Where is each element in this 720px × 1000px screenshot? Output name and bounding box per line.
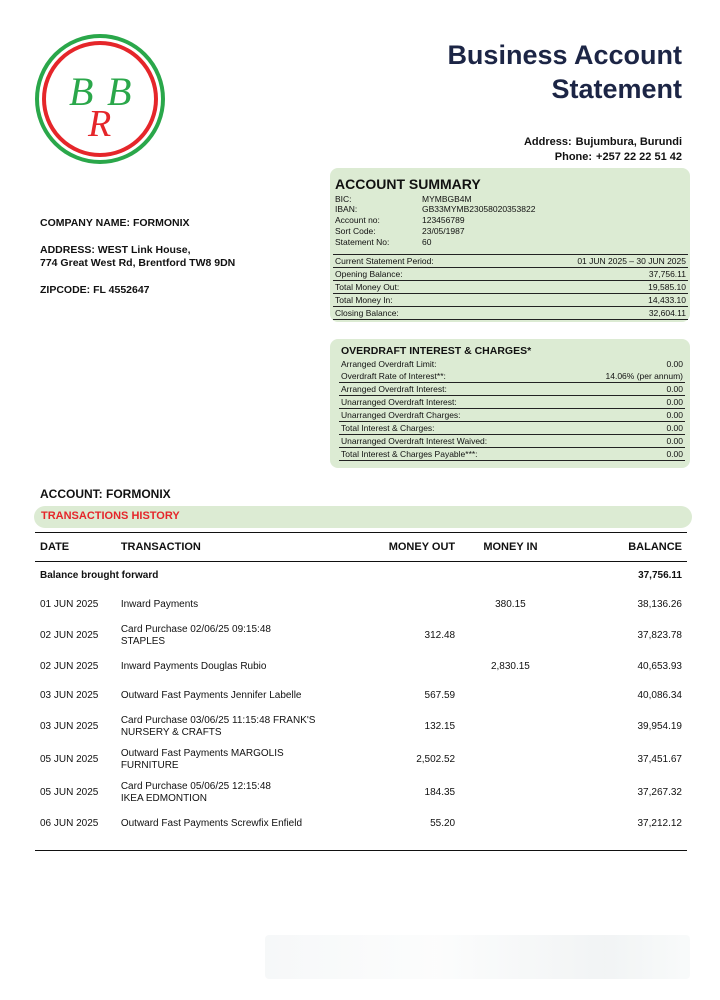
overdraft-row-label: Unarranged Overdraft Charges: bbox=[339, 409, 563, 422]
zipcode-label: ZIPCODE: bbox=[40, 284, 91, 296]
overdraft-row-label: Total Interest & Charges Payable***: bbox=[339, 448, 563, 461]
tx-money-out: 2,502.52 bbox=[416, 753, 456, 765]
overdraft-row bbox=[339, 370, 685, 383]
overdraft-title: OVERDRAFT INTEREST & CHARGES* bbox=[341, 345, 532, 357]
transactions-table bbox=[35, 532, 687, 851]
statement-title bbox=[382, 38, 682, 106]
tx-money-out: 567.59 bbox=[424, 689, 456, 701]
summary-row-value: 14,433.10 bbox=[502, 294, 688, 307]
summary-table bbox=[333, 254, 688, 320]
address-label: Address: bbox=[523, 136, 572, 148]
company-name-label: COMPANY NAME: bbox=[40, 217, 131, 229]
overdraft-table bbox=[339, 358, 685, 461]
svg-text:B: B bbox=[69, 69, 94, 114]
summary-row-value: 37,756.11 bbox=[502, 268, 688, 281]
summary-row-value: 19,585.10 bbox=[502, 281, 688, 294]
summary-detail bbox=[335, 216, 465, 225]
tx-money-out bbox=[354, 590, 460, 619]
summary-detail bbox=[335, 205, 535, 214]
tx-money-out: 55.20 bbox=[430, 817, 456, 829]
overdraft-row bbox=[339, 358, 685, 370]
overdraft-row-value: 0.00 bbox=[563, 422, 685, 435]
detail-label: Account no: bbox=[335, 215, 380, 225]
tx-date: 05 JUN 2025 bbox=[40, 786, 99, 798]
overdraft-row bbox=[339, 396, 685, 409]
tx-money-out: 312.48 bbox=[424, 629, 456, 641]
overdraft-row-label: Overdraft Rate of Interest**: bbox=[341, 371, 446, 381]
tx-balance: 37,267.32 bbox=[637, 786, 682, 798]
tx-money-in bbox=[460, 681, 561, 710]
brought-forward-row bbox=[35, 562, 687, 591]
overdraft-row-label: Arranged Overdraft Interest: bbox=[339, 383, 563, 396]
overdraft-row bbox=[339, 383, 685, 396]
overdraft-row-value: 0.00 bbox=[563, 409, 685, 422]
detail-value: 123456789 bbox=[422, 215, 465, 225]
overdraft-row bbox=[339, 448, 685, 461]
table-row bbox=[35, 710, 687, 743]
overdraft-row-value: 0.00 bbox=[563, 435, 685, 448]
detail-value: 23/05/1987 bbox=[422, 226, 465, 236]
tx-date: 03 JUN 2025 bbox=[40, 720, 99, 732]
column-header-money-out: MONEY OUT bbox=[354, 533, 460, 562]
summary-detail bbox=[335, 227, 465, 236]
svg-text:R: R bbox=[88, 103, 112, 145]
account-summary-title: ACCOUNT SUMMARY bbox=[335, 176, 481, 192]
company-address-line-2: 774 Great West Rd, Brentford TW8 9DN bbox=[40, 257, 236, 269]
overdraft-row-label: Unarranged Overdraft Interest: bbox=[339, 396, 563, 409]
tx-balance: 38,136.26 bbox=[637, 598, 682, 610]
detail-label: IBAN: bbox=[335, 204, 358, 214]
tx-date: 02 JUN 2025 bbox=[40, 660, 99, 672]
tx-description-line-2: IKEA EDMONTION bbox=[120, 792, 207, 804]
table-row bbox=[35, 809, 687, 838]
summary-row-value: 01 JUN 2025 – 30 JUN 2025 bbox=[502, 255, 688, 268]
tx-date: 05 JUN 2025 bbox=[40, 753, 99, 765]
tx-description-line-2: NURSERY & CRAFTS bbox=[120, 726, 222, 738]
overdraft-row-label: Total Interest & Charges: bbox=[339, 422, 563, 435]
summary-row bbox=[333, 255, 688, 268]
tx-balance: 40,653.93 bbox=[637, 660, 682, 672]
summary-detail bbox=[335, 195, 472, 204]
table-row bbox=[35, 652, 687, 681]
account-summary-panel bbox=[330, 168, 690, 322]
brought-forward-label: Balance brought forward bbox=[40, 570, 159, 581]
title-line-2: Statement bbox=[551, 74, 682, 104]
company-address-label: ADDRESS: bbox=[40, 244, 95, 256]
overdraft-row-value: 0.00 bbox=[563, 396, 685, 409]
company-name-value: FORMONIX bbox=[132, 217, 190, 229]
overdraft-row-value: 14.06% (per annum) bbox=[605, 371, 683, 381]
summary-row-label: Total Money Out: bbox=[333, 281, 502, 294]
summary-detail bbox=[335, 238, 431, 247]
overdraft-row bbox=[339, 422, 685, 435]
detail-label: Statement No: bbox=[335, 237, 390, 247]
company-address-line-1: WEST Link House, bbox=[97, 244, 191, 256]
tx-description: Card Purchase 03/06/25 11:15:48 FRANK'S bbox=[120, 714, 316, 726]
detail-value: MYMBGB4M bbox=[422, 194, 472, 204]
detail-value: 60 bbox=[422, 237, 432, 247]
tx-money-in bbox=[460, 619, 561, 652]
table-row bbox=[35, 681, 687, 710]
overdraft-row-label: Unarranged Overdraft Interest Waived: bbox=[339, 435, 563, 448]
transactions-history-title: TRANSACTIONS HISTORY bbox=[41, 510, 180, 522]
column-header-balance: BALANCE bbox=[561, 533, 687, 562]
overdraft-row-value: 0.00 bbox=[666, 359, 683, 369]
company-info bbox=[40, 217, 300, 311]
brought-forward-balance: 37,756.11 bbox=[638, 570, 682, 581]
bank-logo bbox=[34, 33, 166, 165]
tx-money-out: 132.15 bbox=[424, 720, 456, 732]
summary-row-label: Current Statement Period: bbox=[333, 255, 502, 268]
tx-money-in: 380.15 bbox=[495, 598, 526, 610]
tx-date: 02 JUN 2025 bbox=[40, 629, 99, 641]
phone-label: Phone: bbox=[554, 151, 593, 163]
table-spacer bbox=[35, 838, 687, 851]
tx-money-in bbox=[460, 776, 561, 809]
summary-row bbox=[333, 307, 688, 320]
tx-description-line-2: STAPLES bbox=[120, 635, 166, 647]
tx-date: 06 JUN 2025 bbox=[40, 817, 99, 829]
summary-row-value: 32,604.11 bbox=[502, 307, 688, 320]
tx-date: 01 JUN 2025 bbox=[40, 598, 99, 610]
zipcode-value: FL 4552647 bbox=[93, 284, 150, 296]
bank-contact bbox=[524, 135, 682, 165]
tx-description-line-2: FURNITURE bbox=[120, 759, 179, 771]
tx-money-in bbox=[460, 710, 561, 743]
detail-value: GB33MYMB23058020353822 bbox=[422, 204, 536, 214]
tx-description: Card Purchase 02/06/25 09:15:48 bbox=[120, 623, 271, 635]
summary-row bbox=[333, 268, 688, 281]
tx-description: Outward Fast Payments Jennifer Labelle bbox=[120, 689, 302, 701]
summary-row bbox=[333, 281, 688, 294]
table-row bbox=[35, 776, 687, 809]
overdraft-row bbox=[339, 409, 685, 422]
tx-date: 03 JUN 2025 bbox=[40, 689, 99, 701]
svg-text:B: B bbox=[107, 69, 132, 114]
tx-description: Card Purchase 05/06/25 12:15:48 bbox=[120, 780, 271, 792]
tx-money-out: 184.35 bbox=[424, 786, 456, 798]
tx-money-out bbox=[354, 652, 460, 681]
overdraft-row-value: 0.00 bbox=[563, 383, 685, 396]
tx-balance: 39,954.19 bbox=[637, 720, 682, 732]
table-row bbox=[35, 590, 687, 619]
detail-label: BIC: bbox=[335, 194, 352, 204]
summary-row bbox=[333, 294, 688, 307]
faded-watermark bbox=[265, 935, 690, 979]
title-line-1: Business Account bbox=[447, 40, 682, 70]
tx-money-in: 2,830.15 bbox=[490, 660, 530, 672]
column-header-transaction: TRANSACTION bbox=[116, 533, 354, 562]
tx-balance: 37,451.67 bbox=[637, 753, 682, 765]
overdraft-row bbox=[339, 435, 685, 448]
tx-description: Inward Payments bbox=[120, 598, 199, 610]
tx-balance: 37,212.12 bbox=[637, 817, 682, 829]
tx-money-in bbox=[460, 809, 561, 838]
tx-balance: 37,823.78 bbox=[637, 629, 682, 641]
tx-description: Inward Payments Douglas Rubio bbox=[120, 660, 267, 672]
tx-description: Outward Fast Payments Screwfix Enfield bbox=[120, 817, 303, 829]
tx-money-in bbox=[460, 743, 561, 776]
summary-row-label: Closing Balance: bbox=[333, 307, 502, 320]
detail-label: Sort Code: bbox=[335, 226, 376, 236]
account-label: ACCOUNT: FORMONIX bbox=[40, 487, 171, 501]
address-value: Bujumbura, Burundi bbox=[575, 136, 682, 148]
overdraft-row-label: Arranged Overdraft Limit: bbox=[341, 359, 437, 369]
tx-balance: 40,086.34 bbox=[637, 689, 682, 701]
summary-row-label: Total Money In: bbox=[333, 294, 502, 307]
transactions-header-row bbox=[35, 533, 687, 562]
table-row bbox=[35, 619, 687, 652]
phone-value: +257 22 22 51 42 bbox=[596, 151, 682, 163]
summary-row-label: Opening Balance: bbox=[333, 268, 502, 281]
column-header-money-in: MONEY IN bbox=[460, 533, 561, 562]
overdraft-panel bbox=[330, 339, 690, 468]
overdraft-row-value: 0.00 bbox=[563, 448, 685, 461]
tx-description: Outward Fast Payments MARGOLIS bbox=[120, 747, 284, 759]
table-bottom-rule bbox=[35, 851, 687, 852]
table-row bbox=[35, 743, 687, 776]
column-header-date: DATE bbox=[35, 533, 116, 562]
